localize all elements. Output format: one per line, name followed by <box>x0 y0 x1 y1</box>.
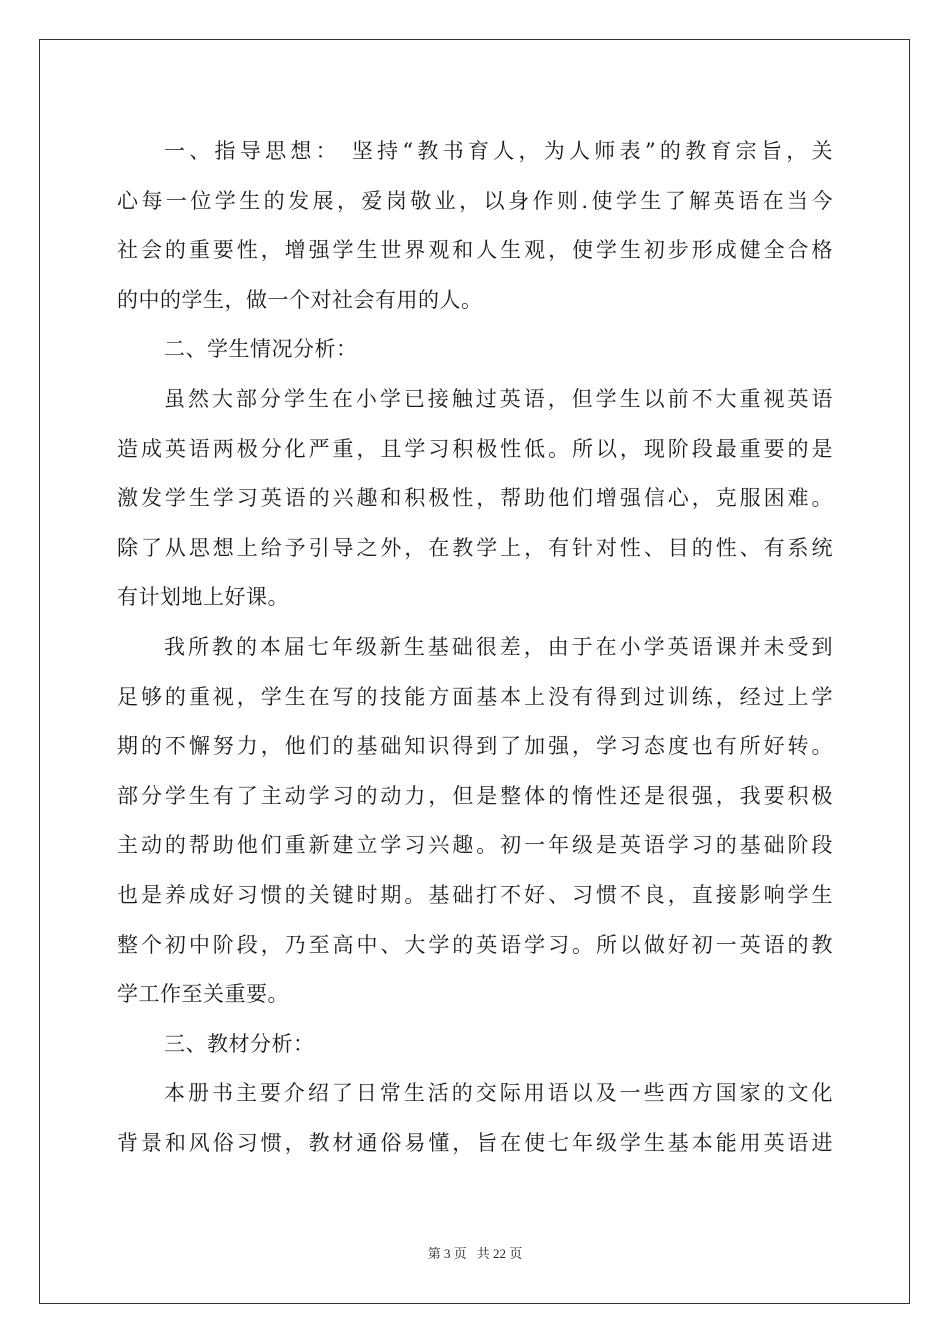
paragraph-line: 一、指导思想： 坚持“教书育人，为人师表”的教育宗旨，关 <box>164 139 833 163</box>
paragraph-line: 造成英语两极分化严重，且学习积极性低。所以，现阶段最重要的是 <box>117 436 833 461</box>
section-heading: 三、教材分析： <box>164 1031 315 1056</box>
section-heading: 二、学生情况分析： <box>164 337 358 362</box>
paragraph-line: 有计划地上好课。 <box>117 585 289 610</box>
paragraph-line: 足够的重视，学生在写的技能方面基本上没有得到过训练，经过上学 <box>117 684 833 709</box>
page-footer <box>0 1243 950 1262</box>
paragraph-line: 我所教的本届七年级新生基础很差，由于在小学英语课并未受到 <box>164 634 833 659</box>
paragraph-line: 部分学生有了主动学习的动力，但是整体的惰性还是很强，我要积极 <box>117 783 833 808</box>
page-number: 第 3 页 <box>427 1246 467 1261</box>
paragraph-line: 社会的重要性，增强学生世界观和人生观，使学生初步形成健全合格 <box>117 238 833 263</box>
paragraph-line: 背景和风俗习惯，教材通俗易懂，旨在使七年级学生基本能用英语进 <box>117 1130 833 1155</box>
paragraph-line: 也是养成好习惯的关键时期。基础打不好、习惯不良，直接影响学生 <box>117 882 833 907</box>
paragraph-line: 学工作至关重要。 <box>117 982 289 1007</box>
paragraph-line: 虽然大部分学生在小学已接触过英语，但学生以前不大重视英语 <box>164 386 833 411</box>
paragraph-line: 整个初中阶段，乃至高中、大学的英语学习。所以做好初一英语的教 <box>117 932 833 957</box>
document-body <box>117 127 833 1168</box>
paragraph-line: 的中的学生，做一个对社会有用的人。 <box>117 287 483 312</box>
paragraph-line: 期的不懈努力，他们的基础知识得到了加强，学习态度也有所好转。 <box>117 734 833 759</box>
paragraph-line: 除了从思想上给予引导之外，在教学上，有针对性、目的性、有系统 <box>117 535 833 560</box>
paragraph-line: 激发学生学习英语的兴趣和积极性，帮助他们增强信心，克服困难。 <box>117 486 833 511</box>
page-total: 共 22 页 <box>476 1246 523 1261</box>
paragraph-line: 主动的帮助他们重新建立学习兴趣。初一年级是英语学习的基础阶段 <box>117 833 833 858</box>
paragraph-line: 本册书主要介绍了日常生活的交际用语以及一些西方国家的文化 <box>164 1081 833 1106</box>
paragraph-line: 心每一位学生的发展，爱岗敬业，以身作则.使学生了解英语在当今 <box>117 188 833 213</box>
